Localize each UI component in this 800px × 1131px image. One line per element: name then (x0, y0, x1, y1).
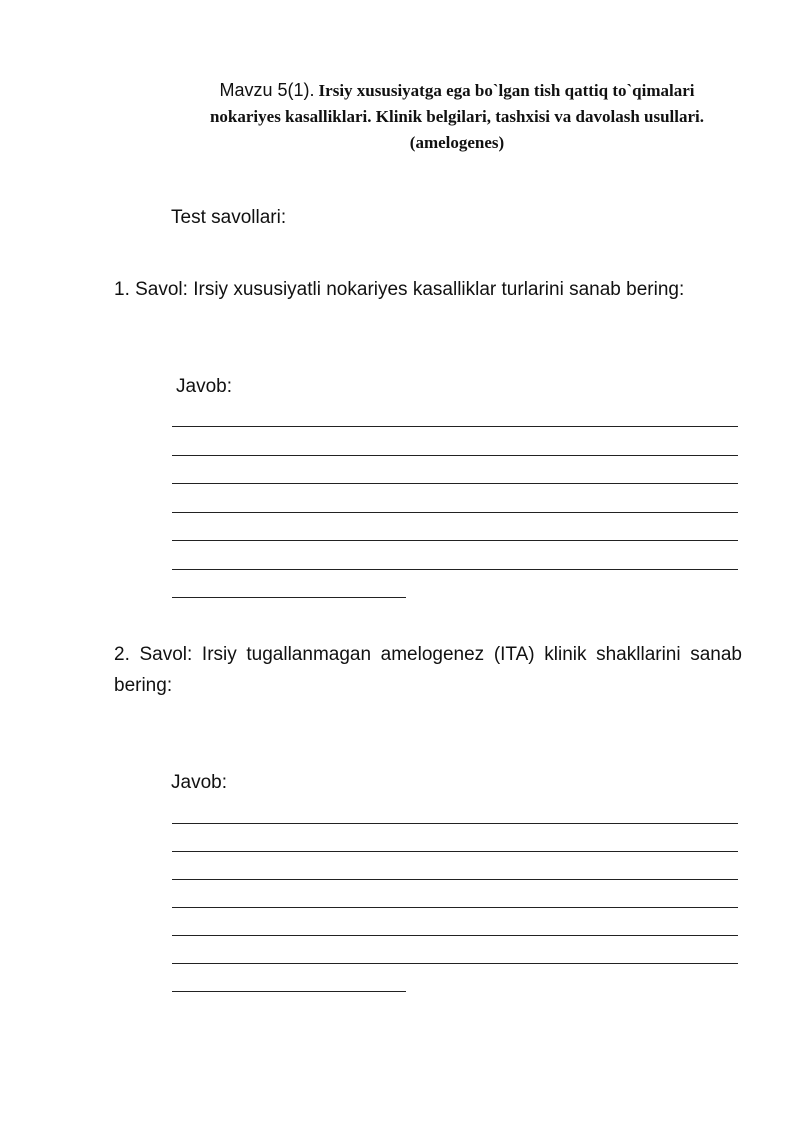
answer-line[interactable] (172, 597, 406, 598)
answer-line[interactable] (172, 823, 738, 824)
title-line-1: Irsiy xususiyatga ega bo`lgan tish qattiq to`qimalari (318, 81, 695, 100)
title-prefix: Mavzu 5(1). (219, 80, 315, 100)
answer-line[interactable] (172, 483, 738, 484)
answer-1-label: Javob: (176, 376, 232, 397)
test-heading: Test savollari: (171, 207, 287, 228)
answer-2-label: Javob: (171, 772, 227, 793)
question-2-text: 2. Savol: Irsiy tugallanmagan amelogenez (ITA) klinik shakllarini sanab bering: (114, 644, 742, 696)
answer-line[interactable] (172, 569, 738, 570)
question-1-text: 1. Savol: Irsiy xususiyatli nokariyes kasalliklar turlarini sanab bering: (114, 279, 685, 300)
answer-line[interactable] (172, 540, 738, 541)
answer-line[interactable] (172, 426, 738, 427)
title-line-2: nokariyes kasalliklari. Klinik belgilari, tashxisi va davolash usullari. (209, 107, 705, 126)
answer-line[interactable] (172, 907, 738, 908)
document-title (150, 78, 764, 156)
answer-line[interactable] (172, 512, 738, 513)
title-line-3: (amelogenes) (409, 133, 505, 152)
answer-line[interactable] (172, 935, 738, 936)
answer-line[interactable] (172, 991, 406, 992)
answer-line[interactable] (172, 851, 738, 852)
answer-line[interactable] (172, 879, 738, 880)
answer-line[interactable] (172, 963, 738, 964)
answer-line[interactable] (172, 455, 738, 456)
